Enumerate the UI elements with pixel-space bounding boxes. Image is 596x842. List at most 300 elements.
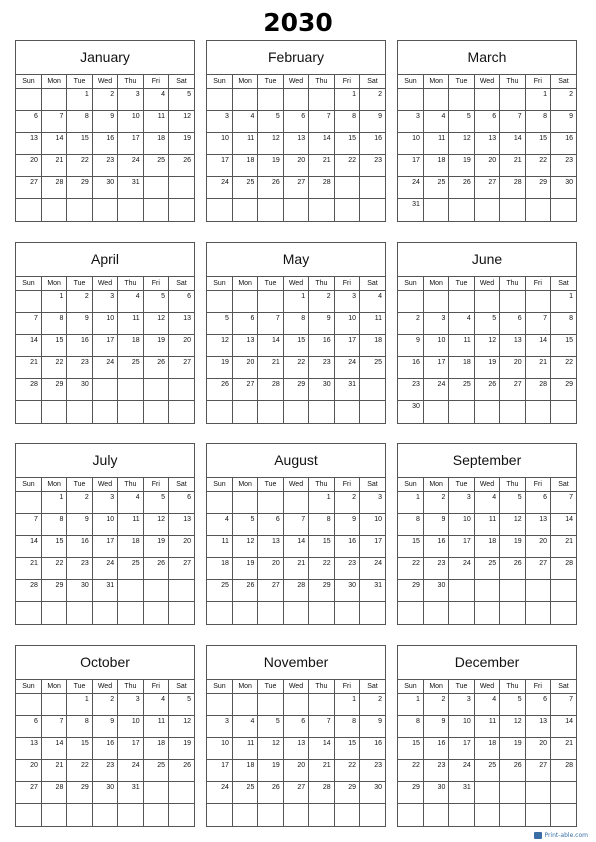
month-name: July [92,452,118,468]
week-row [398,199,576,221]
weekday-header-row [16,277,194,291]
day-cell: 13 [283,738,308,760]
weekday-label: Sun [398,478,423,492]
weekday-label: Sun [398,680,423,694]
day-cell: 11 [207,536,232,558]
weekday-label: Wed [283,277,308,291]
week-row [398,782,576,804]
week-row [16,155,194,177]
day-cell [41,694,66,716]
week-row [16,558,194,580]
weekday-label: Wed [92,75,117,89]
day-cell [360,177,385,199]
weekday-label: Thu [309,277,334,291]
day-cell: 1 [334,694,359,716]
day-cell: 5 [169,694,194,716]
day-cell: 25 [118,558,143,580]
day-cell [207,401,232,423]
day-cell [118,580,143,602]
day-cell [169,580,194,602]
day-cell: 30 [360,782,385,804]
day-cell: 24 [92,357,117,379]
month-table [398,74,576,221]
weekday-label: Sun [398,75,423,89]
month-table [398,679,576,826]
day-cell [283,602,308,624]
week-row [398,492,576,514]
month-name: August [274,452,318,468]
day-cell [525,580,550,602]
day-cell: 30 [92,782,117,804]
day-cell: 28 [258,379,283,401]
day-cell: 19 [474,357,499,379]
day-cell [258,401,283,423]
day-cell [525,199,550,221]
day-cell: 11 [449,335,474,357]
weekday-header-row [207,680,385,694]
day-cell [169,401,194,423]
day-cell [551,580,576,602]
day-cell: 6 [169,492,194,514]
day-cell: 31 [92,580,117,602]
day-cell: 18 [118,536,143,558]
day-cell: 12 [143,514,168,536]
week-row [207,492,385,514]
day-cell: 18 [449,357,474,379]
day-cell [258,694,283,716]
day-cell: 12 [143,313,168,335]
week-row [207,804,385,826]
weekday-label: Sat [551,277,576,291]
weekday-label: Mon [232,75,257,89]
day-cell [334,804,359,826]
day-cell: 27 [258,580,283,602]
day-cell: 4 [143,89,168,111]
day-cell: 9 [67,514,92,536]
day-cell: 16 [360,133,385,155]
month-september [397,443,577,625]
weekday-label: Fri [143,75,168,89]
day-cell [525,804,550,826]
day-cell: 28 [551,760,576,782]
day-cell: 12 [232,536,257,558]
day-cell: 25 [143,155,168,177]
day-cell: 18 [143,133,168,155]
weekday-label: Sun [16,478,41,492]
day-cell: 28 [551,558,576,580]
day-cell [207,804,232,826]
week-row [398,558,576,580]
weekday-label: Mon [232,680,257,694]
week-row [207,177,385,199]
day-cell: 1 [283,291,308,313]
day-cell [143,804,168,826]
day-cell: 5 [500,694,525,716]
day-cell: 24 [207,782,232,804]
weekday-label: Fri [143,478,168,492]
day-cell: 15 [525,133,550,155]
day-cell: 7 [41,716,66,738]
weekday-label: Tue [67,478,92,492]
day-cell [474,401,499,423]
weekday-label: Fri [334,75,359,89]
week-row [207,357,385,379]
day-cell: 21 [500,155,525,177]
day-cell: 29 [41,580,66,602]
week-row [16,782,194,804]
day-cell: 13 [525,514,550,536]
day-cell: 3 [118,694,143,716]
weekday-label: Sun [207,680,232,694]
day-cell: 14 [41,738,66,760]
day-cell: 2 [334,492,359,514]
weekday-label: Sat [169,277,194,291]
week-row [398,177,576,199]
weekday-label: Wed [474,478,499,492]
day-cell [334,199,359,221]
week-row [398,89,576,111]
day-cell: 4 [449,313,474,335]
weekday-label: Thu [500,680,525,694]
day-cell: 27 [169,357,194,379]
day-cell [258,199,283,221]
day-cell: 19 [500,536,525,558]
day-cell: 23 [309,357,334,379]
day-cell: 8 [309,514,334,536]
day-cell: 19 [207,357,232,379]
day-cell: 21 [258,357,283,379]
day-cell: 2 [360,89,385,111]
day-cell: 22 [398,558,423,580]
week-row [16,694,194,716]
day-cell: 6 [474,111,499,133]
day-cell [118,401,143,423]
weekday-label: Thu [500,75,525,89]
day-cell: 23 [67,558,92,580]
day-cell [67,401,92,423]
day-cell: 27 [525,558,550,580]
day-cell: 9 [92,716,117,738]
day-cell: 29 [525,177,550,199]
day-cell: 16 [67,335,92,357]
day-cell: 15 [309,536,334,558]
week-row [16,357,194,379]
day-cell: 19 [169,738,194,760]
day-cell [169,379,194,401]
day-cell: 30 [67,580,92,602]
day-cell [500,199,525,221]
day-cell: 1 [525,89,550,111]
week-row [207,199,385,221]
weekday-label: Sat [169,75,194,89]
day-cell [500,401,525,423]
week-row [207,514,385,536]
day-cell: 20 [16,760,41,782]
day-cell: 6 [525,694,550,716]
weekday-label: Tue [258,680,283,694]
weekday-label: Wed [474,680,499,694]
day-cell [398,89,423,111]
day-cell [449,291,474,313]
month-table [16,74,194,221]
day-cell: 13 [169,313,194,335]
weekday-label: Wed [474,277,499,291]
day-cell: 16 [67,536,92,558]
day-cell: 20 [169,335,194,357]
day-cell: 13 [525,716,550,738]
day-cell: 5 [232,514,257,536]
day-cell: 20 [232,357,257,379]
week-row [398,133,576,155]
day-cell [309,694,334,716]
day-cell: 25 [360,357,385,379]
day-cell: 29 [309,580,334,602]
day-cell [118,602,143,624]
day-cell: 27 [16,177,41,199]
day-cell: 10 [207,738,232,760]
week-row [398,155,576,177]
day-cell: 18 [423,155,448,177]
day-cell [258,89,283,111]
day-cell: 27 [283,177,308,199]
day-cell: 5 [143,492,168,514]
day-cell: 10 [118,716,143,738]
month-may [206,242,386,424]
day-cell: 7 [309,716,334,738]
week-row [207,111,385,133]
day-cell: 22 [41,357,66,379]
day-cell: 12 [169,111,194,133]
day-cell: 27 [474,177,499,199]
day-cell: 7 [525,313,550,335]
day-cell [207,602,232,624]
weekday-label: Fri [525,75,550,89]
day-cell [283,492,308,514]
day-cell: 6 [283,716,308,738]
day-cell: 3 [207,716,232,738]
day-cell: 7 [258,313,283,335]
day-cell [525,782,550,804]
day-cell: 3 [360,492,385,514]
day-cell: 29 [283,379,308,401]
day-cell [92,804,117,826]
month-july [15,443,195,625]
weekday-label: Thu [500,478,525,492]
day-cell: 2 [92,89,117,111]
day-cell [169,782,194,804]
day-cell: 7 [551,492,576,514]
day-cell [449,580,474,602]
weekday-label: Thu [118,478,143,492]
day-cell [525,291,550,313]
day-cell: 15 [67,133,92,155]
week-row [16,580,194,602]
day-cell: 1 [551,291,576,313]
weekday-label: Sun [16,680,41,694]
weekday-header-row [16,75,194,89]
day-cell: 17 [118,133,143,155]
weekday-label: Fri [334,680,359,694]
day-cell [207,291,232,313]
day-cell [143,580,168,602]
day-cell: 16 [334,536,359,558]
week-row [207,536,385,558]
month-name: October [80,654,130,670]
day-cell: 8 [525,111,550,133]
day-cell: 24 [423,379,448,401]
day-cell: 28 [16,580,41,602]
day-cell: 19 [232,558,257,580]
day-cell [309,401,334,423]
day-cell: 26 [258,782,283,804]
day-cell: 9 [309,313,334,335]
weekday-header-row [207,75,385,89]
day-cell: 17 [449,738,474,760]
weekday-label: Tue [449,680,474,694]
day-cell: 26 [258,177,283,199]
day-cell: 2 [423,694,448,716]
day-cell: 14 [16,536,41,558]
day-cell: 26 [449,177,474,199]
day-cell [232,602,257,624]
weekday-label: Fri [525,680,550,694]
day-cell: 18 [232,760,257,782]
day-cell: 13 [16,738,41,760]
day-cell: 5 [474,313,499,335]
week-row [398,738,576,760]
day-cell: 27 [525,760,550,782]
week-row [16,760,194,782]
day-cell: 6 [258,514,283,536]
day-cell: 9 [423,716,448,738]
week-row [398,760,576,782]
day-cell: 6 [169,291,194,313]
weekday-label: Wed [92,478,117,492]
day-cell [258,602,283,624]
day-cell [309,199,334,221]
day-cell: 9 [360,111,385,133]
day-cell: 12 [500,716,525,738]
day-cell: 28 [41,782,66,804]
week-row [16,313,194,335]
day-cell [423,401,448,423]
day-cell: 28 [309,782,334,804]
day-cell: 11 [118,514,143,536]
week-row [16,738,194,760]
day-cell [258,291,283,313]
day-cell: 27 [232,379,257,401]
day-cell: 15 [41,536,66,558]
day-cell [143,379,168,401]
week-row [398,313,576,335]
day-cell [283,401,308,423]
day-cell: 4 [423,111,448,133]
day-cell: 24 [118,760,143,782]
day-cell: 12 [500,514,525,536]
week-row [207,155,385,177]
day-cell: 9 [92,111,117,133]
weekday-header-row [207,277,385,291]
day-cell: 26 [143,357,168,379]
week-row [16,199,194,221]
weekday-label: Thu [118,277,143,291]
week-row [207,602,385,624]
day-cell: 6 [500,313,525,335]
week-row [16,401,194,423]
day-cell [423,602,448,624]
week-row [398,716,576,738]
day-cell: 8 [551,313,576,335]
month-name: March [467,49,507,65]
weekday-label: Thu [500,277,525,291]
day-cell: 8 [398,716,423,738]
day-cell: 21 [283,558,308,580]
day-cell [16,401,41,423]
month-october [15,645,195,827]
weekday-label: Tue [258,478,283,492]
day-cell: 23 [423,558,448,580]
day-cell: 23 [423,760,448,782]
day-cell: 31 [449,782,474,804]
day-cell: 26 [143,558,168,580]
day-cell: 3 [449,492,474,514]
day-cell: 11 [474,716,499,738]
day-cell: 14 [283,536,308,558]
day-cell: 24 [360,558,385,580]
day-cell: 28 [500,177,525,199]
week-row [207,379,385,401]
day-cell: 12 [258,738,283,760]
weekday-label: Sun [207,478,232,492]
day-cell [67,602,92,624]
day-cell [360,379,385,401]
weekday-label: Thu [309,478,334,492]
month-table [207,477,385,624]
day-cell [360,804,385,826]
day-cell: 29 [334,782,359,804]
weekday-label: Fri [334,277,359,291]
week-row [398,514,576,536]
day-cell: 7 [309,111,334,133]
day-cell: 5 [169,89,194,111]
week-row [398,804,576,826]
day-cell [500,291,525,313]
day-cell: 26 [232,580,257,602]
weekday-label: Sat [169,680,194,694]
month-name: January [80,49,130,65]
weekday-label: Fri [334,478,359,492]
day-cell [232,199,257,221]
day-cell [16,199,41,221]
day-cell [16,492,41,514]
weekday-label: Sat [551,75,576,89]
day-cell: 3 [423,313,448,335]
day-cell: 13 [232,335,257,357]
day-cell [16,291,41,313]
footer-brand-text: Print-able.com [544,832,588,839]
day-cell: 3 [449,694,474,716]
day-cell: 26 [169,760,194,782]
day-cell: 4 [118,291,143,313]
day-cell [551,401,576,423]
day-cell: 13 [169,514,194,536]
day-cell: 11 [143,111,168,133]
day-cell: 6 [232,313,257,335]
day-cell: 9 [334,514,359,536]
day-cell: 11 [423,133,448,155]
day-cell: 10 [449,716,474,738]
day-cell: 21 [309,760,334,782]
